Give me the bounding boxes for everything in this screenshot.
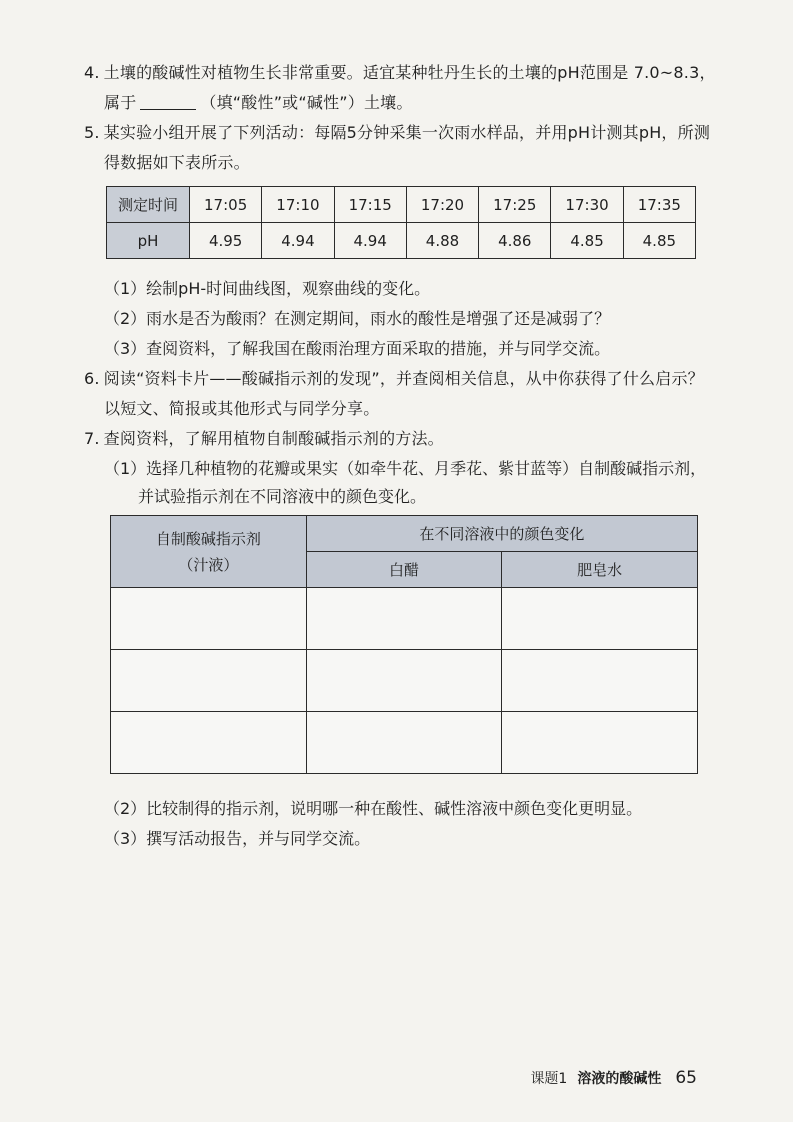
table-row (111, 650, 698, 712)
time-cell: 17:10 (262, 187, 334, 223)
ph-value-cell: 4.86 (479, 223, 551, 259)
q5-line2: 得数据如下表所示。 (104, 153, 250, 172)
soap-water-color-cell[interactable] (502, 588, 698, 650)
topic-title: 溶液的酸碱性 (577, 1071, 662, 1087)
ph-value-cell: 4.88 (406, 223, 478, 259)
indicator-entry-cell[interactable] (111, 650, 307, 712)
ph-table-value-row (107, 223, 696, 259)
soap-water-color-cell[interactable] (502, 650, 698, 712)
soap-water-color-cell[interactable] (502, 712, 698, 774)
q5-number: 5. (84, 123, 100, 142)
q5-sub1: （1）绘制pH-时间曲线图，观察曲线的变化。 (104, 279, 431, 298)
soap-water-header: 肥皂水 (502, 552, 698, 588)
q7-sub2: （2）比较制得的指示剂，说明哪一种在酸性、碱性溶液中颜色变化更明显。 (104, 799, 643, 818)
ph-table-time-row (107, 187, 696, 223)
indicator-table (110, 515, 698, 774)
time-cell: 17:35 (623, 187, 695, 223)
q5-sub2: （2）雨水是否为酸雨？在测定期间，雨水的酸性是增强了还是减弱了？ (104, 309, 611, 328)
ph-value-cell: 4.94 (262, 223, 334, 259)
page-number: 65 (675, 1068, 697, 1088)
q7-sub1-line1: （1）选择几种植物的花瓣或果实（如牵牛花、月季花、紫甘蓝等）自制酸碱指示剂， (104, 459, 707, 478)
lesson-label: 课题1 (530, 1071, 568, 1087)
indicator-header-row (111, 516, 698, 552)
q6-number: 6. (84, 369, 100, 388)
q5-text-line1: 某实验小组开展了下列活动：每隔5分钟采集一次雨水样品，并用pH计测其pH，所测 (103, 123, 711, 142)
q7-sub1-line2: 并试验指示剂在不同溶液中的颜色变化。 (138, 487, 427, 506)
table-row (111, 588, 698, 650)
q4-text-after-blank: （填“酸性”或“碱性”）土壤。 (200, 93, 413, 112)
indicator-name-header-line2: （汁液） (178, 555, 239, 574)
q7-line1 (84, 428, 444, 450)
q4-line1 (84, 62, 716, 84)
q7-text-line1: 查阅资料，了解用植物自制酸碱指示剂的方法。 (103, 429, 444, 448)
indicator-name-header (111, 516, 307, 588)
q4-answer-blank[interactable] (140, 93, 196, 110)
q4-line2 (104, 92, 413, 114)
q6-line1 (84, 368, 704, 390)
ph-value-cell: 4.94 (334, 223, 406, 259)
time-cell: 17:25 (479, 187, 551, 223)
color-change-group-header: 在不同溶液中的颜色变化 (306, 516, 697, 552)
vinegar-color-cell[interactable] (306, 588, 502, 650)
q7-number: 7. (84, 429, 100, 448)
q5-line1 (84, 122, 710, 144)
q4-text-before-blank: 属于 (104, 93, 137, 112)
table-row (111, 712, 698, 774)
vinegar-color-cell[interactable] (306, 650, 502, 712)
time-cell: 17:15 (334, 187, 406, 223)
ph-header-cell: pH (107, 223, 190, 259)
time-cell: 17:30 (551, 187, 623, 223)
indicator-entry-cell[interactable] (111, 712, 307, 774)
time-cell: 17:05 (190, 187, 262, 223)
vinegar-header: 白醋 (306, 552, 502, 588)
q4-text-line1: 土壤的酸碱性对植物生长非常重要。适宜某种牡丹生长的土壤的pH范围是 7.0~8.3， (103, 63, 716, 82)
q6-line2: 以短文、简报或其他形式与同学分享。 (104, 399, 380, 418)
ph-value-cell: 4.85 (623, 223, 695, 259)
indicator-entry-cell[interactable] (111, 588, 307, 650)
time-cell: 17:20 (406, 187, 478, 223)
q6-text-line1: 阅读“资料卡片——酸碱指示剂的发现”，并查阅相关信息，从中你获得了什么启示？ (103, 369, 704, 388)
q4-number: 4. (84, 63, 100, 82)
ph-value-cell: 4.95 (190, 223, 262, 259)
page-footer (530, 1068, 697, 1088)
vinegar-color-cell[interactable] (306, 712, 502, 774)
indicator-name-header-line1: 自制酸碱指示剂 (155, 529, 261, 548)
time-header-cell: 测定时间 (107, 187, 190, 223)
ph-data-table (106, 186, 696, 259)
ph-value-cell: 4.85 (551, 223, 623, 259)
q5-sub3: （3）查阅资料，了解我国在酸雨治理方面采取的措施，并与同学交流。 (104, 339, 611, 358)
q7-sub3: （3）撰写活动报告，并与同学交流。 (104, 829, 371, 848)
